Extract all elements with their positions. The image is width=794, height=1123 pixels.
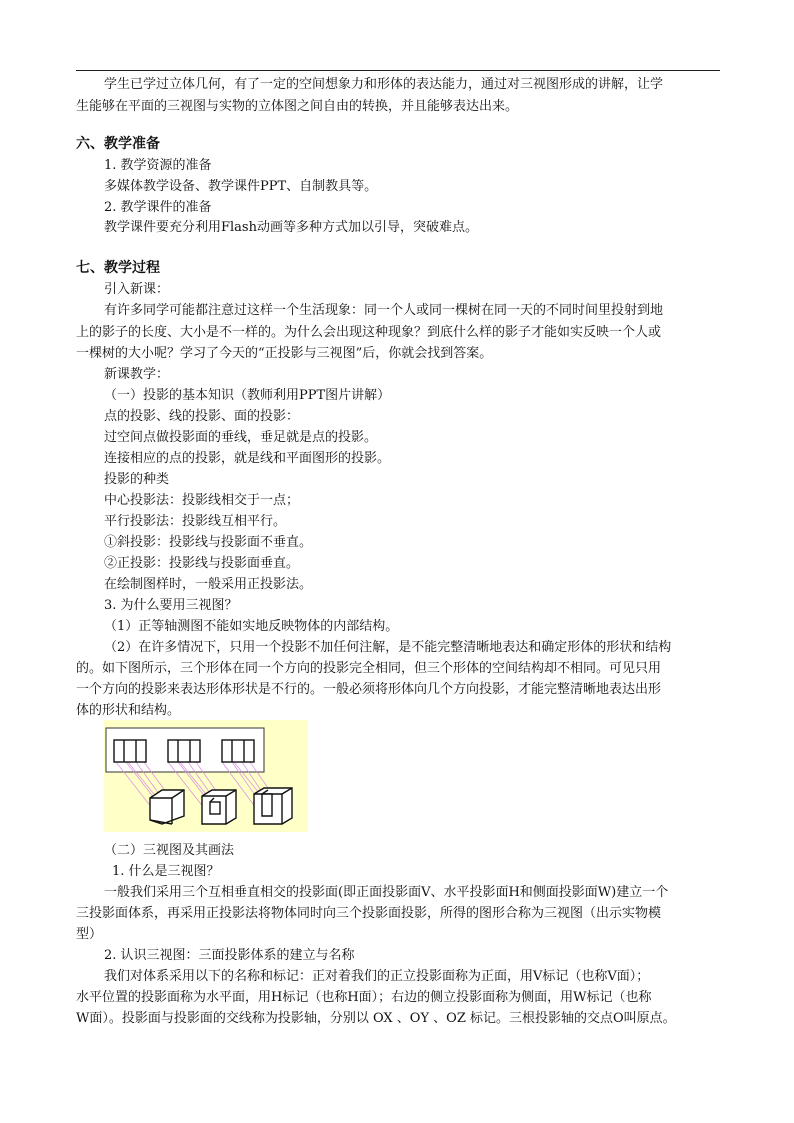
solid-3 xyxy=(254,788,292,824)
header-rule xyxy=(76,70,720,71)
part-2-item-2-line-1: 我们对体系采用以下的名称和标记：正对着我们的正立投影面称为正面，用V标记（也称V面）； xyxy=(104,969,650,984)
lead-line-3: 一棵树的大小呢？学习了今天的“正投影与三视图”后，你就会找到答案。 xyxy=(76,346,493,361)
text-line: 点的投影、线的投影、面的投影： xyxy=(104,409,300,424)
lead-line-2: 上的影子的长度、大小是不一样的。为什么会出现这种现象？到底什么样的影子才能如实反映一个人或 xyxy=(76,325,662,340)
intro-line-2: 生能够在平面的三视图与实物的立体图之间自由的转换，并且能够表达出来。 xyxy=(76,99,519,114)
section-6-item-1: 1. 教学资源的准备 xyxy=(104,158,212,173)
question-3-point-2-line-3: 一个方向的投影来表达形体形状是不行的。一般必须将形体向几个方向投影，才能完整清晰地表达出形 xyxy=(76,682,662,697)
new-lesson-label: 新课教学： xyxy=(104,367,170,382)
part-2-item-1: 1. 什么是三视图？ xyxy=(112,864,220,879)
solid-2 xyxy=(202,790,236,824)
front-views xyxy=(114,740,254,762)
question-3: 3. 为什么要用三视图？ xyxy=(104,598,238,613)
text-line: 投影的种类 xyxy=(104,472,170,487)
projection-figure xyxy=(104,720,308,832)
section-6-title: 六、教学准备 xyxy=(76,136,160,152)
text-line: ①斜投影：投影线与投影面不垂直。 xyxy=(104,535,313,550)
section-6-item-2-text: 教学课件要充分利用Flash动画等多种方式加以引导，突破难点。 xyxy=(104,220,478,235)
part-1-title: （一）投影的基本知识（教师利用PPT图片讲解） xyxy=(104,388,391,403)
part-2-item-1-line-3: 型） xyxy=(76,927,103,942)
text-line: 连接相应的点的投影，就是线和平面图形的投影。 xyxy=(104,451,391,466)
part-2-item-2-line-2: 水平位置的投影面称为水平面，用H标记（也称H面）；右边的侧立投影面称为侧面，用W标记（也称 xyxy=(76,990,652,1005)
intro-line-1: 学生已学过立体几何，有了一定的空间想象力和形体的表达能力，通过对三视图形成的讲解，让学 xyxy=(104,77,664,92)
question-3-point-2-line-1: （2）在许多情况下，只用一个投影不加任何注解，是不能完整清晰地表达和确定形体的形状和结构 xyxy=(104,640,672,655)
lead-label: 引入新课： xyxy=(104,282,170,297)
lead-line-1: 有许多同学可能都注意过这样一个生活现象：同一个人或同一棵树在同一天的不同时间里投射到地 xyxy=(104,303,664,318)
text-line: 平行投影法：投影线互相平行。 xyxy=(104,514,287,529)
question-3-point-1: （1）正等轴测图不能如实地反映物体的内部结构。 xyxy=(104,619,399,634)
text-line: 过空间点做投影面的垂线，垂足就是点的投影。 xyxy=(104,430,378,445)
part-2-item-2-line-3: W面）。投影面与投影面的交线称为投影轴，分别以 OX 、OY 、OZ 标记。三根投影轴的交点O叫原点。 xyxy=(76,1011,676,1026)
section-6-item-2: 2. 教学课件的准备 xyxy=(104,200,212,215)
question-3-point-2-line-4: 体的形状和结构。 xyxy=(76,703,181,718)
part-2-item-1-line-2: 三投影面体系，再采用正投影法将物体同时向三个投影面投影，所得的图形合称为三视图（出示实物模 xyxy=(76,906,662,921)
question-3-point-2-line-2: 的。如下图所示，三个形体在同一个方向的投影完全相同，但三个形体的空间结构却不相同。可见只用 xyxy=(76,661,662,676)
section-7-title: 七、教学过程 xyxy=(76,260,160,276)
part-2-item-1-line-1: 一般我们采用三个互相垂直相交的投影面(即正面投影面V、水平投影面H和侧面投影面W)建立一个 xyxy=(104,885,669,900)
text-line: 中心投影法：投影线相交于一点； xyxy=(104,493,300,508)
part-2-title: （二）三视图及其画法 xyxy=(104,843,235,858)
part-2-item-2: 2. 认识三视图：三面投影体系的建立与名称 xyxy=(104,948,355,963)
text-line: 在绘制图样时，一般采用正投影法。 xyxy=(104,577,313,592)
text-line: ②正投影：投影线与投影面垂直。 xyxy=(104,556,300,571)
section-6-item-1-text: 多媒体教学设备、教学课件PPT、自制教具等。 xyxy=(104,179,378,194)
